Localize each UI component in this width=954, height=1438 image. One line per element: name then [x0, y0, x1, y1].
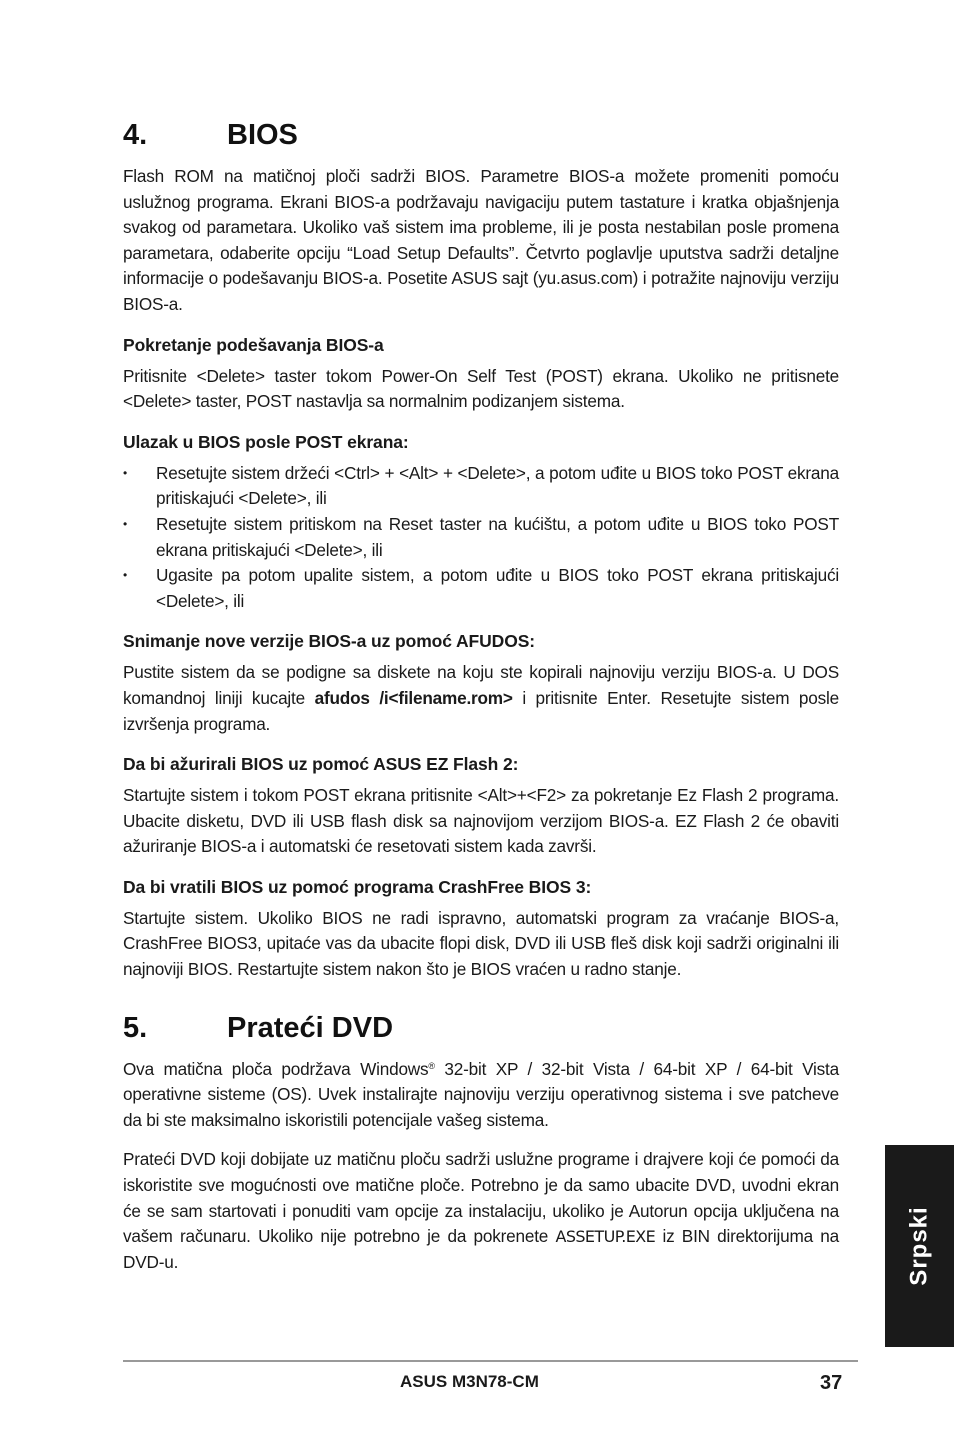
after-post-list [123, 461, 839, 615]
section-5-number: 5. [123, 1011, 148, 1044]
footer-model-name: ASUS M3N78-CM [400, 1372, 539, 1391]
crashfree-heading: Da bi vratili BIOS uz pomoć programa CrashFree BIOS 3: [123, 876, 592, 897]
dvd-os-paragraph: Ova matična ploča podržava Windows® 32-bit XP / 32-bit Vista / 64-bit XP / 64-bit Vista operativne sisteme (OS). Uvek instalirajte najnoviju verziju operativnog sistema i sve patcheve da bi ste maksimalno iskoristili potencijale vašeg sistema. [123, 1058, 839, 1130]
ezflash-paragraph: Startujte sistem i tokom POST ekrana pritisnite <Alt>+<F2> za pokretanje Ez Flash 2 programa. Ubacite disketu, DVD ili USB flash disk sa najnovijom verzijom BIOS-a. EZ Flash 2 će obaviti ažuriranje BIOS-a i automatski će resetovati sistem kada završi. [123, 785, 839, 857]
after-post-heading: Ulazak u BIOS posle POST ekrana: [123, 431, 409, 452]
registered-mark: ® [428, 1060, 435, 1071]
afudos-heading: Snimanje nove verzije BIOS-a uz pomoć AFUDOS: [123, 631, 536, 652]
bullet-icon: • [123, 516, 128, 531]
bios-intro-paragraph: Flash ROM na matičnoj ploči sadrži BIOS. Parametre BIOS-a možete promeniti pomoću uslužnog programa. Ekrani BIOS-a podržavaju navigaciju putem tastature i kratka objašnjenja svakog od parametara. Ukoliko vaš sistem ima probleme, ili je posta nestabilan posle promena parametara, odaberite opciju “Load Setup Defaults”. Četvrto poglavlje uputstva sadrži detaljne informacije o podešavanju BIOS-a. Posetite ASUS sajt (yu.asus.com) i potražite najnoviju verziju BIOS-a. [123, 166, 839, 314]
ezflash-heading: Da bi ažurirali BIOS uz pomoć ASUS EZ Flash 2: [123, 754, 519, 775]
bios-startup-paragraph: Pritisnite <Delete> taster tokom Power-On Self Test (POST) ekrana. Ukoliko ne pritisnete <Delete> taster, POST nastavlja sa normalnim podizanjem sistema. [123, 365, 839, 412]
bullet-icon: • [123, 568, 128, 583]
afudos-paragraph: Pustite sistem da se podigne sa diskete na koju ste kopirali najnoviju verziju BIOS-a. U DOS komandnoj liniji kucajte afudos /i<filename.rom> i pritisnite Enter. Resetujte sistem posle izvršenja programa. [123, 662, 839, 734]
bios-startup-heading: Pokretanje podešavanja BIOS-a [123, 334, 384, 355]
footer-divider [123, 1360, 858, 1362]
assetup-filename: ASSETUP.EXE [555, 1227, 656, 1247]
section-5-heading [123, 1011, 839, 1045]
section-4-title: BIOS [227, 119, 298, 151]
language-side-tab [885, 1145, 954, 1347]
list-item: • Resetujte sistem držeći <Ctrl> + <Alt> + <Delete>, a potom uđite u BIOS toko POST ekrana pritiskajući <Delete>, ili [123, 462, 839, 509]
dvd-content-paragraph: Prateći DVD koji dobijate uz matičnu ploču sadrži uslužne programe i drajvere koji će pomoći da iskoristite sve mogućnosti ove matične ploče. Potrebno je da samo ubacite DVD, uvodni ekran će se sam startovati i ponuditi vam opcije za instalaciju, ukoliko je Autorun opcija uključena na vašem računaru. Ukoliko nije potrebno je da pokrenete ASSETUP.EXE iz BIN direktorijuma na DVD-u. [123, 1149, 839, 1272]
list-item: • Resetujte sistem pritiskom na Reset taster na kućištu, a potom uđite u BIOS toko POST ekrana pritiskajući <Delete>, ili [123, 513, 839, 560]
section-4-number: 4. [123, 119, 148, 151]
footer-page-number: 37 [820, 1372, 843, 1394]
bullet-icon: • [123, 465, 128, 480]
afudos-command: afudos /i<filename.rom> [314, 687, 513, 708]
side-tab-label: Srpski [905, 1206, 933, 1286]
section-4-heading [123, 118, 839, 152]
list-item: • Ugasite pa potom upalite sistem, a potom uđite u BIOS toko POST ekrana pritiskajući <Delete>, ili [123, 565, 839, 611]
page-content [123, 118, 839, 1275]
section-5-title: Prateći DVD [227, 1011, 394, 1044]
crashfree-paragraph: Startujte sistem. Ukoliko BIOS ne radi ispravno, automatski program za vraćanje BIOS-a, CrashFree BIOS3, upitaće vas da ubacite flopi disk, DVD ili USB fleš disk koji sadrži originalni ili najnoviji BIOS. Restartujte sistem nakon što je BIOS vraćen u radno stanje. [123, 907, 839, 980]
